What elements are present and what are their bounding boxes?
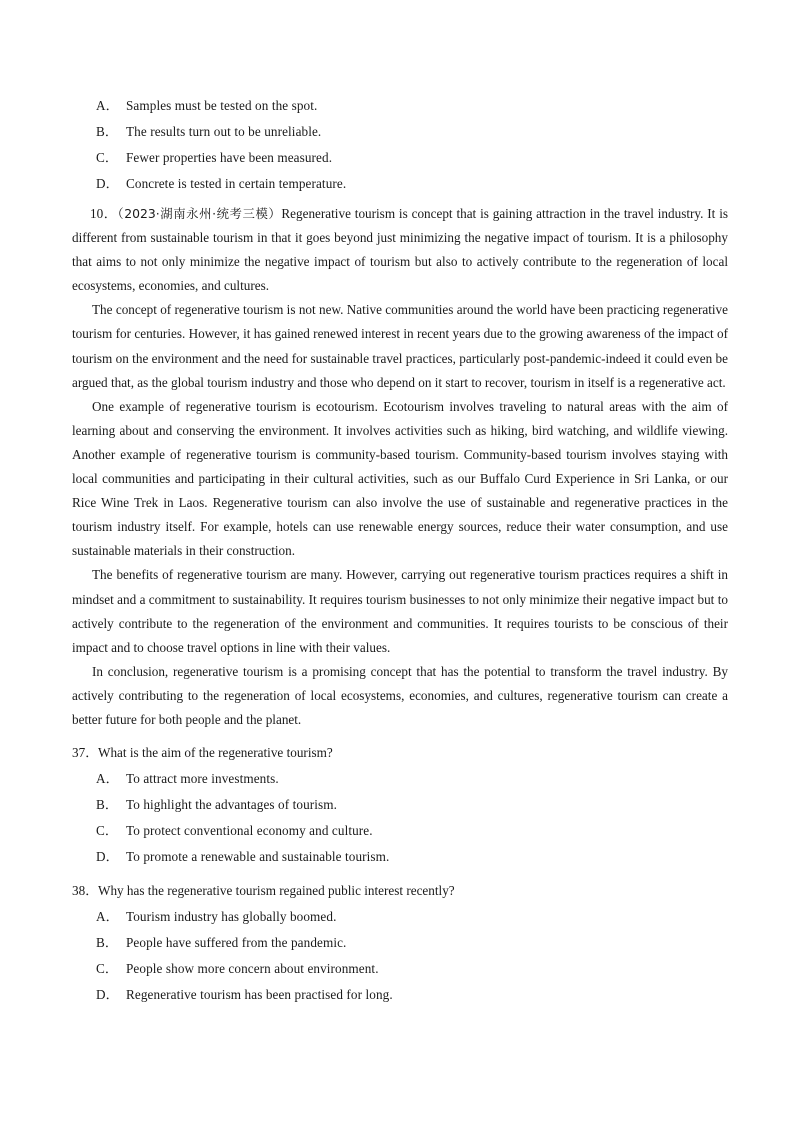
passage-paragraph-3: One example of regenerative tourism is ecotourism. Ecotourism involves traveling to natural areas with the aim of learning about and conserving the environment. It involves activities such as hiking, bird watching, and wildlife viewing. Another example of regenerative tourism is community-based tourism. Community-based tourism involves staying with local communities and participating in their cultural activities, such as our Buffalo Curd Experience in Sri Lanka, or our Rice Wine Trek in Laos. Regenerative tourism can also involve the use of sustainable and regenerative practices in the tourism industry itself. For example, hotels can use renewable energy sources, reduce their water consumption, and use sustainable materials in their construction.: [72, 398, 728, 559]
passage-paragraph-1: [72, 202, 728, 298]
option-row[interactable]: [96, 982, 728, 1008]
passage-paragraph-2: The concept of regenerative tourism is not new. Native communities around the world have been practicing regenerative tourism for centuries. However, it has gained renewed interest in recent years due to the growing awareness of the impact of tourism on the environment and the need for sustainable travel practices, particularly post-pandemic-indeed it could even be argued that, as the global tourism industry and those who depend on it start to recover, tourism in itself is a regenerative act.: [72, 302, 728, 390]
option-letter: A．: [96, 909, 119, 925]
option-letter: D．: [96, 849, 119, 865]
option-text: Fewer properties have been measured.: [126, 150, 333, 165]
option-text: People have suffered from the pandemic.: [126, 935, 347, 951]
option-row[interactable]: [96, 766, 728, 792]
option-letter: D．: [96, 176, 119, 191]
option-letter: C．: [96, 961, 119, 977]
question-number: 37．: [72, 745, 99, 761]
option-row[interactable]: [96, 818, 728, 844]
reading-passage: [72, 202, 728, 732]
option-letter: D．: [96, 987, 119, 1003]
passage-paragraph-4: The benefits of regenerative tourism are many. However, carrying out regenerative tourism practices requires a shift in mindset and a commitment to sustainability. It requires tourism businesses to not only minimize their negative impact but to actively contribute to the regeneration of the environment and communities. It requires tourists to be conscious of their impact and to choose travel options in line with their values.: [72, 567, 728, 655]
option-letter: B．: [96, 797, 119, 813]
passage-text: Regenerative tourism is concept that is gaining attraction in the travel industry. It is different from sustainable tourism in that it goes beyond just minimizing the negative impact of tourism. It is a philosophy that aims to not only minimize the negative impact of tourism but also to actively contribute to the regeneration of local ecosystems, economies, and cultures.: [72, 206, 728, 294]
question-37: [72, 740, 728, 870]
option-text: To highlight the advantages of tourism.: [126, 797, 338, 813]
option-text: Tourism industry has globally boomed.: [126, 909, 337, 925]
option-text: Samples must be tested on the spot.: [126, 98, 318, 113]
option-row[interactable]: [96, 904, 728, 930]
question-text: Why has the regenerative tourism regained public interest recently?: [98, 883, 455, 899]
option-letter: A．: [96, 771, 119, 787]
option-text: People show more concern about environment.: [126, 961, 379, 977]
option-text: The results turn out to be unreliable.: [126, 124, 322, 139]
option-row[interactable]: [96, 844, 728, 870]
document-content: [72, 93, 728, 1008]
option-row[interactable]: [96, 93, 728, 119]
option-text: To promote a renewable and sustainable tourism.: [126, 849, 390, 865]
option-row[interactable]: [96, 145, 728, 171]
option-row[interactable]: [96, 171, 728, 197]
option-row[interactable]: [96, 956, 728, 982]
option-row[interactable]: [96, 792, 728, 818]
option-text: To attract more investments.: [126, 771, 279, 787]
question-number: 38．: [72, 883, 99, 899]
option-letter: B．: [96, 124, 119, 139]
option-letter: C．: [96, 150, 119, 165]
option-row[interactable]: [96, 930, 728, 956]
question-38: [72, 878, 728, 1008]
option-text: Concrete is tested in certain temperature.: [126, 176, 347, 191]
question-text: What is the aim of the regenerative tourism?: [98, 745, 333, 761]
passage-paragraph-5: In conclusion, regenerative tourism is a promising concept that has the potential to transform the travel industry. By actively contributing to the regeneration of local ecosystems, economies, and cultures, regenerative tourism can create a better future for both people and the planet.: [72, 663, 728, 727]
passage-number: 10．: [90, 206, 118, 221]
previous-question-options: [72, 93, 728, 197]
option-row[interactable]: [96, 119, 728, 145]
option-text: To protect conventional economy and culture.: [126, 823, 373, 839]
option-letter: C．: [96, 823, 119, 839]
question-stem: [72, 878, 728, 904]
option-letter: B．: [96, 935, 119, 951]
question-stem: [72, 740, 728, 766]
option-text: Regenerative tourism has been practised for long.: [126, 987, 393, 1003]
option-letter: A．: [96, 98, 119, 113]
passage-source-tag: （2023·湖南永州·统考三模）: [117, 206, 282, 221]
